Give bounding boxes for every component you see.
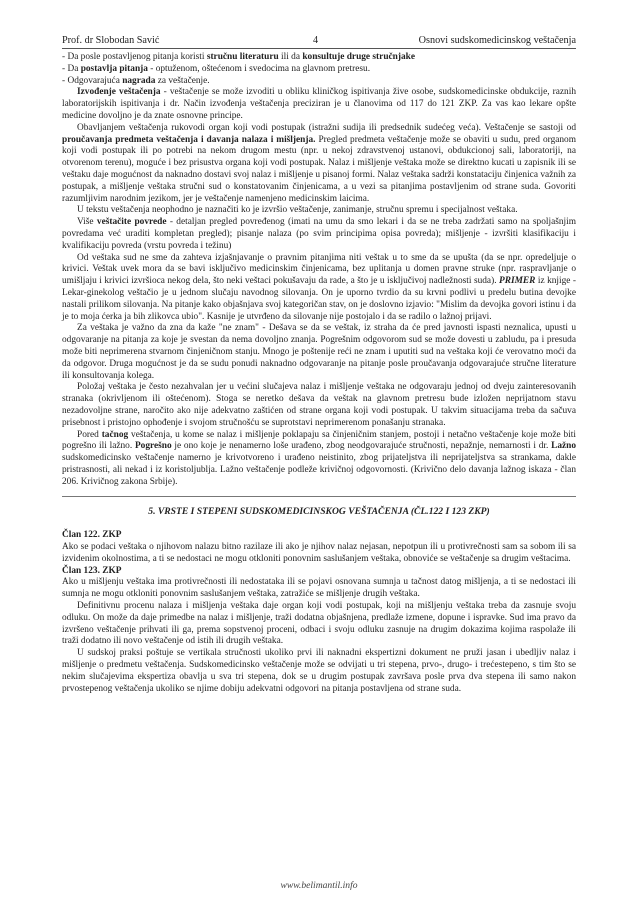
paragraph-izvodjenje: Izvođenje veštačenja - veštačenje se može izvoditi u obliku kliničkog ispitivanja žive osobe, sudskomedicinske obdukcije, raznih laboratorijskih ispitivanja i dr. Način izvođenja veštačenja preciziran je u članovima od 117 do 121 ZKP. Za vas kao lekare opšte medicine dovoljno je da znate osnovne principe. [62,87,576,121]
header-author: Prof. dr Slobodan Savić [62,35,160,46]
list-item: - Da postavlja pitanja - optuženom, oštećenom i svedocima na glavnom pretresu. [62,63,371,74]
document-body [62,52,576,695]
paragraph-lazno-vestacenje: Pored tačnog veštačenja, u kome se nalaz i mišljenje poklapaju sa činjeničnim stanjem, postoji i netačno veštačenje koje može biti pogrešno ili lažno. Pogrešno je ono koje je nenamerno loše urađeno, zbog neodgovarajuće stručnosti, nepažnje, nemarnosti i dr. Lažno sudskomedicinsko veštačenje namerno je krivotvoreno i urađeno neistinito, zbog prijateljstva ili neprijateljstva sa strankama, dakle pristrasnosti, ali nekad i iz koristoljublja. Lažno veštačenje podleže krivičnoj odgovornosti. (Krivično delo davanja lažnog iskaza - član 206. Krivičnog zakona Srbije). [62,429,577,487]
article-123-title: Član 123. ZKP [62,565,122,576]
footer-link[interactable]: www.belimantil.info [280,880,358,891]
paragraph-povrede: Više veštačite povrede - detaljan pregled povređenog (imati na umu da smo lekari i da se ne treba zadržati samo na spoljašnjim povredama već uraditi kompletan pregled); pisanje nalaza (po svim principima opisa povreda); mišljenje - izvršiti klasifikaciju i kvalifikaciju povreda (vrstu povreda i težinu) [62,217,576,251]
paragraph-definitivna-procena: Definitivnu procenu nalaza i mišljenja veštaka daje organ koji vodi postupak, koji na mišljenju veštaka treba da zasnuje svoju odluku. On može da daje primedbe na nalaz i mišljenje, traži dodatna objašnjena, predlaže izmene, dopune i ispravke. Sud ima pravo da izvršeno veštačenje prihvati ili ga, prema sopstvenoj proceni, odbaci i svoju odluku zasnuje na drugim dokazima kojima raspolaže ili traži dodatno ili novo veštačenje od istih ili drugih veštaka. [62,601,576,647]
header-title: Osnovi sudskomedicinskog veštačenja [418,35,576,46]
section-title: 5. VRSTE I STEPENI SUDSKOMEDICINSKOG VEŠTAČENJA (ČL.122 I 123 ZKP) [148,506,490,518]
list-item: - Da posle postavljenog pitanja koristi stručnu literaturu ili da konsultuje druge stručnjake [62,52,415,62]
paragraph-vertikala: U sudskoj praksi poštuje se vertikala stručnosti ukoliko prvi ili naknadni ekspertizni dokument ne pruži jasan i ubedljiv nalaz i mišljenje o predmetu veštačenja. Sudskomedicinsko veštačenje može se odvijati u tri stepena, prvo-, drugo- i trećestepeno, s tim što se nekim slučajevima ekspertiza obavlja u sva tri stepena, dok se u drugim postupak završava posle prva dva stepena ili samo nakon prvostepenog veštačenja ukoliko se njime dobiju adekvatni odgovori na pitanja postavljena od strane suda. [62,648,576,694]
paragraph-polozaj: Položaj veštaka je često nezahvalan jer u većini slučajeva nalaz i mišljenje veštaka ne odgovaraju jednoj od dveju zainteresovanih stranaka (okrivljenom ili oštećenom). Stoga se neretko dešava da veštak na glavnom pretresu bude izložen neprijatnom stavu nezadovoljne strane, naročito ako nije adekvatno zaštićen od strane organa koji vodi postupak. U takvim situacijama treba da sačuva prisebnost i pristojno ophođenje i svojom stručnošću se suprotstavi neprimerenom ponašanju stranaka. [62,382,576,428]
page [62,34,576,695]
article-123-text: Ako u mišljenju veštaka ima protivrečnosti ili nedostataka ili se pojavi osnovana sumnja u tačnost datog mišljenja, a ti se nedostaci ili sumnja ne mogu otkloniti ponovnim saslušanjem veštaka, zatražiće se mišljenje drugih veštaka. [62,577,576,600]
paragraph-ne-znam: Za veštaka je važno da zna da kaže "ne znam" - Dešava se da se veštak, iz straha da će pred javnosti ispasti neznalica, upusti u odgovaranje na pitanja za koje je svestan da nema dovoljno znanja. Pogrešnim odgovorom sud se može dovesti u zabludu, pa i presuda može biti neprimerena stvarnom činjeničnom stanju. Mnogo je poštenije reći ne znam i uputiti sud na veštaka koji će verovatno moći da da odgovor. Druga mogućnost je da se sudu ponudi naknadno odgovaranje na pitanje posle proučavanja odgovarajuće stručne literature ili konsultovanja kolega. [62,323,576,381]
list-item: - Odgovarajuća nagrada za veštačenje. [62,75,210,86]
paragraph-obavljanje: Obavljanjem veštačenja rukovodi organ koji vodi postupak (istražni sudija ili predsednik sudećeg veća). Veštačenje se sastoji od proučavanja predmeta veštačenja i davanja nalaza i mišljenja. Pregled predmeta veštačenje može se obaviti u sudu, pred organom koji vodi postupak ili po potrebi na nekom drugom mestu (npr. u nekoj zdravstvenoj ustanovi, obdukcionoj sali, laboratoriji, na otvorenom terenu), moguće i bez prisustva organa koji vodi postupak. Nalaz i mišljenje veštaka može se direktno kucati u zapisnik ili se veštaku daje mogućnost da naknadno dostavi svoj nalaz i mišljenje u pisanoj formi. Nalaz veštaka sadrži konstataciju činjenica važnih za postupak, a mišljenje veštaka stručni sud o konstatovanim činjenicama, a u vezi sa pitanjima postavljenim od strane suda. Govoriti razumljivim narodnim jezikom, jer je veštačenje namenjeno medicinskim laicima. [62,122,576,204]
article-122-text: Ako se podaci veštaka o njihovom nalazu bitno razilaze ili ako je njihov nalaz nejasan, nepotpun ili u protivrečnosti sam sa sobom ili sa izvidenim okolnostima, a ti se nedostaci ne mogu otkloniti ponovnim saslušanjem veštaka, obnoviće se veštačenje sa drugim veštacima. [62,542,576,564]
page-header [62,34,576,49]
paragraph-tekstu: U tekstu veštačenja neophodno je naznačiti ko je izvršio veštačenje, zanimanje, stručnu spremu i specijalnost veštaka. [77,205,518,216]
page-number: 4 [313,35,319,46]
article-122-title: Član 122. ZKP [62,530,122,541]
section-divider [62,488,576,497]
paragraph-pravna-pitanja: Od veštaka sud ne sme da zahteva izjašnjavanje o pravnim pitanjima niti veštak u to sme da se upušta (da se npr. opredeljuje o krivici. Veštak uvek mora da se bavi isključivo medicinskim činjenicama, bez uplitanja u domen pravne struke (npr. raspravljanje o umišljaju i krivici izvršioca nekog dela, što neki veštaci pokušavaju da rade, a što je u isključivoj nadležnosti suda). PRIMER iz knjige - Lekar-ginekolog veštačio je u jednom slučaju navodnog silovanja. On je uporno tvrdio da su krvni podlivi u predelu butina devojke nastali prilikom silovanja. Na pitanje kako objašnjava svoj kategoričan stav, on je doslovno izjavio: "Mislim da devojka govori istinu i da je to moja ćerka ja bih zlikovca ubio". Kasnije je utvrđeno da silovanje nije postojalo i da se radilo o lažnoj prijavi. [62,252,577,322]
